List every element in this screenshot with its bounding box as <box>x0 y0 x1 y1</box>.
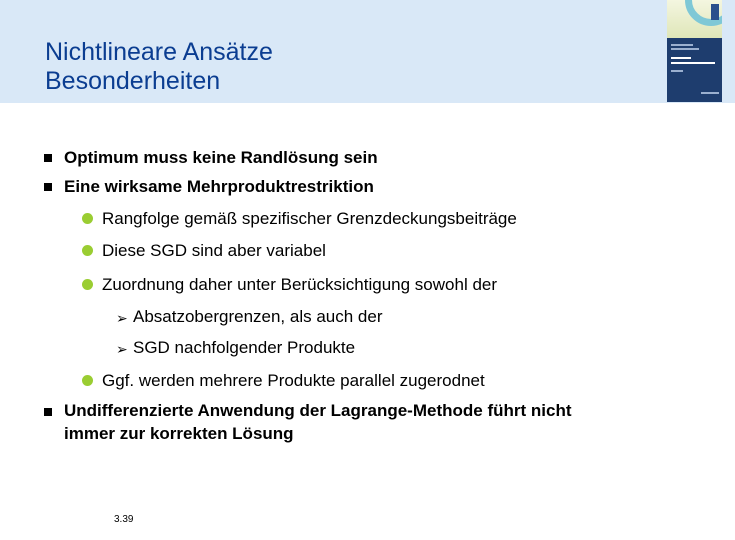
cover-publisher-line <box>701 92 719 94</box>
bullet-text: Optimum muss keine Randlösung sein <box>64 148 378 167</box>
bullet-text: Undifferenzierte Anwendung der Lagrange-Methode führt nicht <box>64 401 572 420</box>
slide-title <box>45 38 273 96</box>
cover-spine-tag <box>711 4 719 20</box>
sub-bullet-text: Zuordnung daher unter Berücksichtigung sowohl der <box>102 275 498 294</box>
title-line-1: Nichtlineare Ansätze <box>45 38 273 66</box>
arrow-bullet-icon: ➢ <box>116 310 128 326</box>
cover-text-line <box>671 70 683 72</box>
cover-text-line <box>671 48 699 50</box>
cover-title-line <box>671 62 715 64</box>
green-dot-bullet-icon <box>82 375 93 386</box>
square-bullet-icon <box>44 408 52 416</box>
sub-sub-bullet-text: SGD nachfolgender Produkte <box>133 338 356 357</box>
green-dot-bullet-icon <box>82 245 93 256</box>
sub-sub-bullet-text: Absatzobergrenzen, als auch der <box>133 307 383 326</box>
bullet-text-continuation: immer zur korrekten Lösung <box>64 424 294 443</box>
slide-header <box>0 0 735 103</box>
title-line-2: Besonderheiten <box>45 67 221 95</box>
sub-bullet-text: Ggf. werden mehrere Produkte parallel zugerodnet <box>102 371 485 390</box>
green-dot-bullet-icon <box>82 279 93 290</box>
arrow-bullet-icon: ➢ <box>116 341 128 357</box>
page-number: 3.39 <box>114 514 134 525</box>
green-dot-bullet-icon <box>82 213 93 224</box>
sub-bullet-text: Diese SGD sind aber variabel <box>102 241 326 260</box>
bullet-text: Eine wirksame Mehrproduktrestriktion <box>64 177 374 196</box>
cover-title-line <box>671 57 691 59</box>
square-bullet-icon <box>44 183 52 191</box>
square-bullet-icon <box>44 154 52 162</box>
book-cover-image <box>667 0 722 102</box>
sub-bullet-text: Rangfolge gemäß spezifischer Grenzdeckungsbeiträge <box>102 209 517 228</box>
cover-text-line <box>671 44 693 46</box>
